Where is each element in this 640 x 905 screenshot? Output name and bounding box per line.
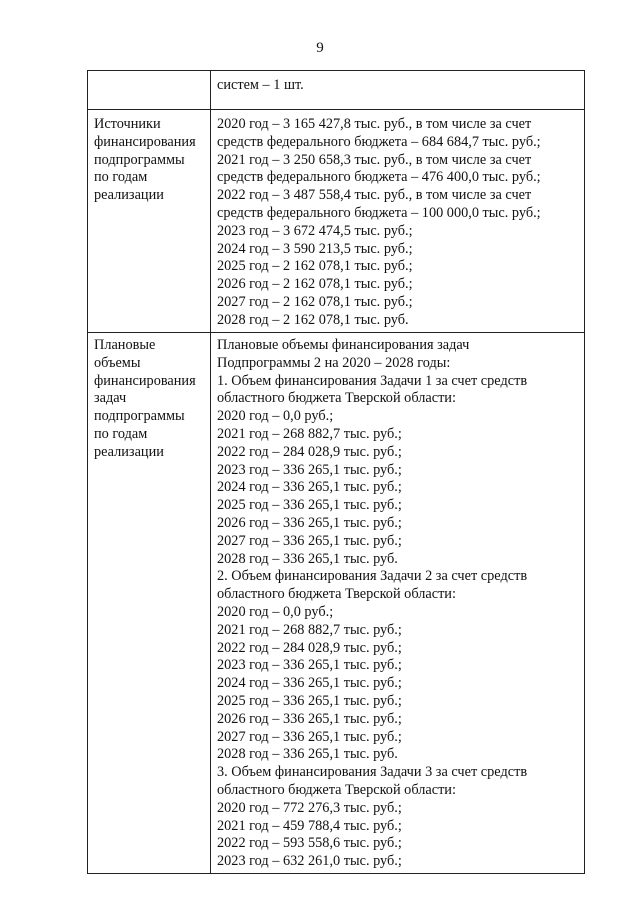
text-line: 2020 год – 0,0 руб.;: [217, 603, 334, 620]
text-line: 2020 год – 772 276,3 тыс. руб.;: [217, 799, 402, 816]
text-line: 2024 год – 336 265,1 тыс. руб.;: [217, 479, 402, 496]
text-line: 2022 год – 284 028,9 тыс. руб.;: [217, 639, 402, 656]
text-line: 2024 год – 336 265,1 тыс. руб.;: [217, 675, 402, 692]
text-line: Плановые: [94, 337, 156, 353]
text-line: 2028 год – 336 265,1 тыс. руб.: [217, 550, 398, 567]
text-line: 2. Объем финансирования Задачи 2 за счет средств: [217, 568, 528, 585]
text-line: 2021 год – 3 250 658,3 тыс. руб., в том числе за счет: [217, 151, 532, 168]
text-line: подпрограммы: [94, 408, 185, 425]
page-number: 9: [316, 40, 324, 56]
text-line: Плановые объемы финансирования задач: [217, 337, 470, 353]
text-line: 2020 год – 0,0 руб.;: [217, 408, 334, 425]
text-line: Подпрограммы 2 на 2020 – 2028 годы:: [217, 354, 451, 371]
text-line: областного бюджета Тверской области:: [217, 390, 456, 407]
text-line: 2027 год – 336 265,1 тыс. руб.;: [217, 532, 402, 549]
row-value-cell: [211, 333, 585, 874]
text-line: средств федерального бюджета – 100 000,0 тыс. руб.;: [217, 204, 541, 221]
text-line: 2023 год – 336 265,1 тыс. руб.;: [217, 461, 402, 478]
text-line: по годам: [94, 169, 148, 186]
text-line: систем – 1 шт.: [217, 77, 304, 93]
table-row: [88, 71, 585, 110]
text-line: областного бюджета Тверской области:: [217, 586, 456, 603]
text-line: 2022 год – 593 558,6 тыс. руб.;: [217, 835, 402, 852]
text-line: подпрограммы: [94, 151, 185, 168]
text-line: Источники: [94, 116, 161, 132]
text-line: 2023 год – 3 672 474,5 тыс. руб.;: [217, 222, 413, 239]
text-line: 2022 год – 3 487 558,4 тыс. руб., в том числе за счет: [217, 187, 532, 204]
table-row: [88, 110, 585, 333]
text-line: задач: [94, 390, 127, 407]
text-line: средств федерального бюджета – 476 400,0 тыс. руб.;: [217, 169, 541, 186]
text-line: реализации: [94, 187, 164, 204]
text-line: 3. Объем финансирования Задачи 3 за счет средств: [217, 764, 528, 781]
text-line: 2025 год – 336 265,1 тыс. руб.;: [217, 497, 402, 514]
text-line: 2023 год – 336 265,1 тыс. руб.;: [217, 657, 402, 674]
text-line: 2027 год – 336 265,1 тыс. руб.;: [217, 728, 402, 745]
text-line: 2025 год – 336 265,1 тыс. руб.;: [217, 692, 402, 709]
row-label-cell: [88, 110, 211, 333]
text-line: 2027 год – 2 162 078,1 тыс. руб.;: [217, 293, 413, 310]
row-label-cell: [88, 333, 211, 874]
row-value-cell: [211, 71, 585, 110]
text-line: 2025 год – 2 162 078,1 тыс. руб.;: [217, 258, 413, 275]
text-line: 2021 год – 459 788,4 тыс. руб.;: [217, 817, 402, 834]
text-line: финансирования: [94, 133, 196, 150]
text-line: финансирования: [94, 372, 196, 389]
document-table: [87, 70, 585, 874]
text-line: средств федерального бюджета – 684 684,7 тыс. руб.;: [217, 133, 541, 150]
text-line: 2028 год – 2 162 078,1 тыс. руб.: [217, 311, 409, 328]
text-line: реализации: [94, 443, 164, 460]
row-value-cell: [211, 110, 585, 333]
text-line: 2028 год – 336 265,1 тыс. руб.: [217, 746, 398, 763]
text-line: областного бюджета Тверской области:: [217, 781, 456, 798]
text-line: по годам: [94, 425, 148, 442]
text-line: 2020 год – 3 165 427,8 тыс. руб., в том числе за счет: [217, 116, 532, 132]
text-line: 2026 год – 2 162 078,1 тыс. руб.;: [217, 276, 413, 293]
text-line: объемы: [94, 354, 141, 371]
row-label-cell: [88, 71, 211, 110]
text-line: 2021 год – 268 882,7 тыс. руб.;: [217, 621, 402, 638]
text-line: 2024 год – 3 590 213,5 тыс. руб.;: [217, 240, 413, 257]
text-line: 2021 год – 268 882,7 тыс. руб.;: [217, 425, 402, 442]
text-line: 2022 год – 284 028,9 тыс. руб.;: [217, 443, 402, 460]
table-row: [88, 333, 585, 874]
text-line: 1. Объем финансирования Задачи 1 за счет средств: [217, 372, 528, 389]
text-line: 2026 год – 336 265,1 тыс. руб.;: [217, 514, 402, 531]
text-line: 2023 год – 632 261,0 тыс. руб.;: [217, 853, 402, 870]
text-line: 2026 год – 336 265,1 тыс. руб.;: [217, 710, 402, 727]
